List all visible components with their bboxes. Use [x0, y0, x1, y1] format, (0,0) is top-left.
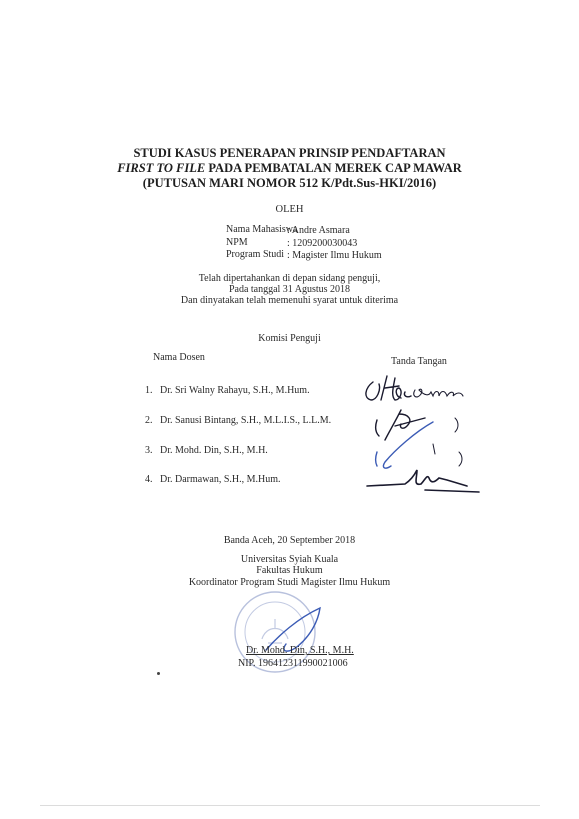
signature-4-stroke [367, 470, 479, 492]
defense-line-3: Dan dinyatakan telah memenuhi syarat untuk diterima [180, 295, 399, 306]
approval-university: Universitas Syiah Kuala [240, 554, 339, 565]
member-4-name: Dr. Darmawan, S.H., M.Hum. [160, 474, 281, 485]
title-line-1: STUDI KASUS PENERAPAN PRINSIP PENDAFTARAN [133, 146, 446, 160]
member-1-name: Dr. Sri Walny Rahayu, S.H., M.Hum. [160, 385, 310, 396]
student-npm-value: : 1209200030043 [287, 238, 358, 249]
coordinator-nip: NIP. 196412311990021006 [238, 658, 348, 669]
member-1-number: 1. [145, 385, 153, 396]
title-line-2 [0, 161, 579, 176]
signature-1-stroke [366, 376, 411, 400]
student-npm-label: NPM [226, 237, 248, 248]
signature-2-stroke [376, 410, 425, 440]
defense-line-1: Telah dipertahankan di depan sidang penguji, [198, 273, 381, 284]
defense-line-2: Pada tanggal 31 Agustus 2018 [228, 284, 351, 295]
title-rest-part: PADA PEMBATALAN MEREK CAP MAWAR [205, 161, 462, 175]
coordinator-name: Dr. Mohd. Din, S.H., M.H. [246, 645, 354, 656]
approval-faculty: Fakultas Hukum [256, 565, 323, 576]
title-italic-part: FIRST TO FILE [117, 161, 206, 175]
signature-3-stroke [376, 422, 434, 468]
scan-dot [157, 672, 160, 675]
title-line-3: (PUTUSAN MARI NOMOR 512 K/Pdt.Sus-HKI/2016) [142, 176, 437, 190]
column-name-header: Nama Dosen [153, 352, 205, 363]
oleh-label: OLEH [275, 204, 304, 215]
member-2-name: Dr. Sanusi Bintang, S.H., M.L.I.S., L.L.M. [160, 415, 332, 426]
scan-edge-line [40, 805, 540, 806]
student-name-label: Nama Mahasiswa [226, 224, 298, 235]
approval-role: Koordinator Program Studi Magister Ilmu Hukum [188, 577, 391, 588]
student-prodi-value: : Magister Ilmu Hukum [287, 250, 382, 261]
committee-signatures [355, 370, 495, 500]
student-prodi-label: Program Studi [226, 249, 285, 260]
signature-1-tail [414, 389, 463, 397]
member-2-number: 2. [145, 415, 153, 426]
student-name-value: : Andre Asmara [287, 225, 350, 236]
member-3-name: Dr. Mohd. Din, S.H., M.H. [160, 445, 268, 456]
member-3-number: 3. [145, 445, 153, 456]
committee-heading: Komisi Penguji [258, 333, 321, 344]
approval-place-date: Banda Aceh, 20 September 2018 [223, 535, 356, 546]
member-4-number: 4. [145, 474, 153, 485]
signature-3-marks [433, 444, 462, 466]
signature-2-paren [455, 418, 458, 432]
column-sign-header: Tanda Tangan [391, 356, 447, 367]
